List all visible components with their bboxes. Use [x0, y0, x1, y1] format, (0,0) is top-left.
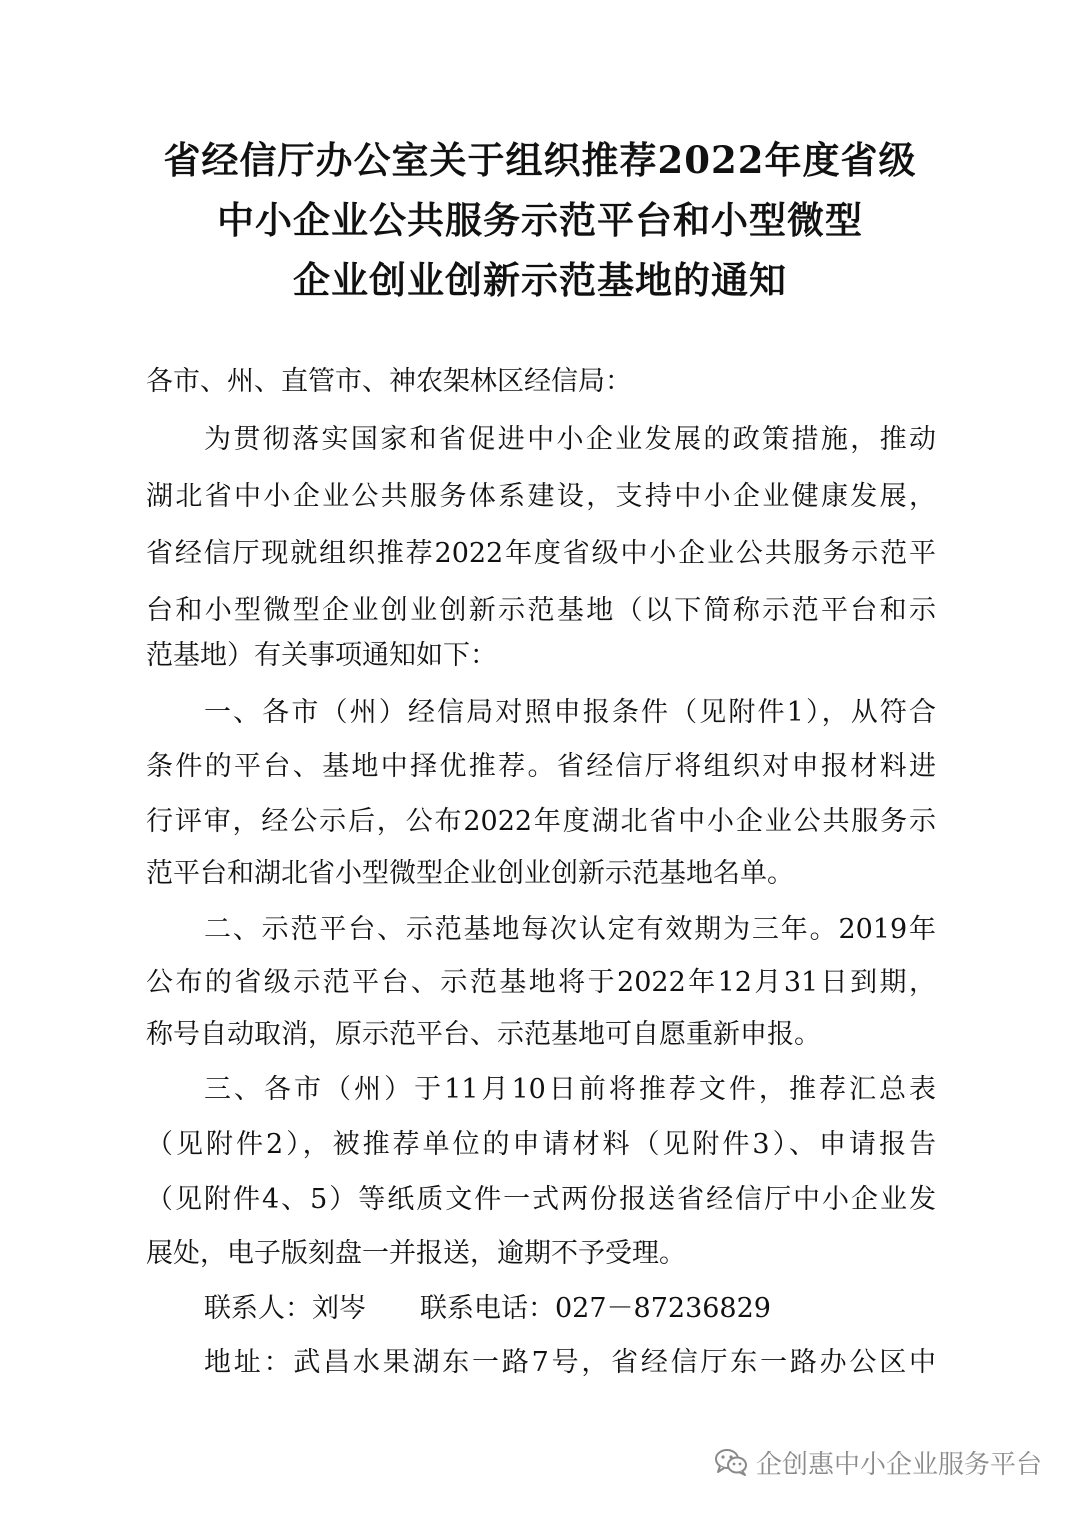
paragraph-line: 省经信厅现就组织推荐2022年度省级中小企业公共服务示范平 [146, 538, 936, 569]
paragraph-line: （见附件4、5）等纸质文件一式两份报送省经信厅中小企业发 [146, 1184, 936, 1215]
paragraph-line: 行评审，经公示后，公布2022年度湖北省中小企业公共服务示 [146, 806, 936, 837]
paragraph-line: （见附件2），被推荐单位的申请材料（见附件3）、申请报告 [146, 1129, 936, 1160]
address-line: 地址：武昌水果湖东一路7号，省经信厅东一路办公区中 [204, 1347, 936, 1378]
paragraph-line: 三、各市（州）于11月10日前将推荐文件，推荐汇总表 [204, 1074, 936, 1105]
paragraph-line: 为贯彻落实国家和省促进中小企业发展的政策措施，推动 [204, 424, 936, 455]
paragraph-line: 展处，电子版刻盘一并报送，逾期不予受理。 [146, 1238, 686, 1269]
salutation: 各市、州、直管市、神农架林区经信局： [146, 366, 632, 397]
title-line-3: 企业创业创新示范基地的通知 [293, 258, 787, 302]
paragraph-line: 台和小型微型企业创业创新示范基地（以下简称示范平台和示 [146, 595, 936, 626]
wechat-icon [714, 1447, 748, 1477]
paragraph-line: 称号自动取消，原示范平台、示范基地可自愿重新申报。 [146, 1019, 821, 1050]
paragraph-line: 一、各市（州）经信局对照申报条件（见附件1），从符合 [204, 697, 936, 728]
contact-line: 联系人：刘岑 联系电话：027－87236829 [204, 1293, 771, 1324]
title-line-1: 省经信厅办公室关于组织推荐2022年度省级 [163, 138, 917, 182]
paragraph-line: 范平台和湖北省小型微型企业创业创新示范基地名单。 [146, 858, 794, 889]
paragraph-line: 湖北省中小企业公共服务体系建设，支持中小企业健康发展， [146, 481, 936, 512]
title-line-2: 中小企业公共服务示范平台和小型微型 [217, 198, 863, 242]
paragraph-line: 二、示范平台、示范基地每次认定有效期为三年。2019年 [204, 914, 936, 945]
paragraph-line: 公布的省级示范平台、示范基地将于2022年12月31日到期， [146, 967, 936, 998]
watermark-text: 企创惠中小企业服务平台 [755, 1449, 1042, 1480]
paragraph-line: 范基地）有关事项通知如下： [146, 640, 497, 671]
watermark [714, 1442, 1042, 1482]
paragraph-line: 条件的平台、基地中择优推荐。省经信厅将组织对申报材料进 [146, 751, 936, 782]
